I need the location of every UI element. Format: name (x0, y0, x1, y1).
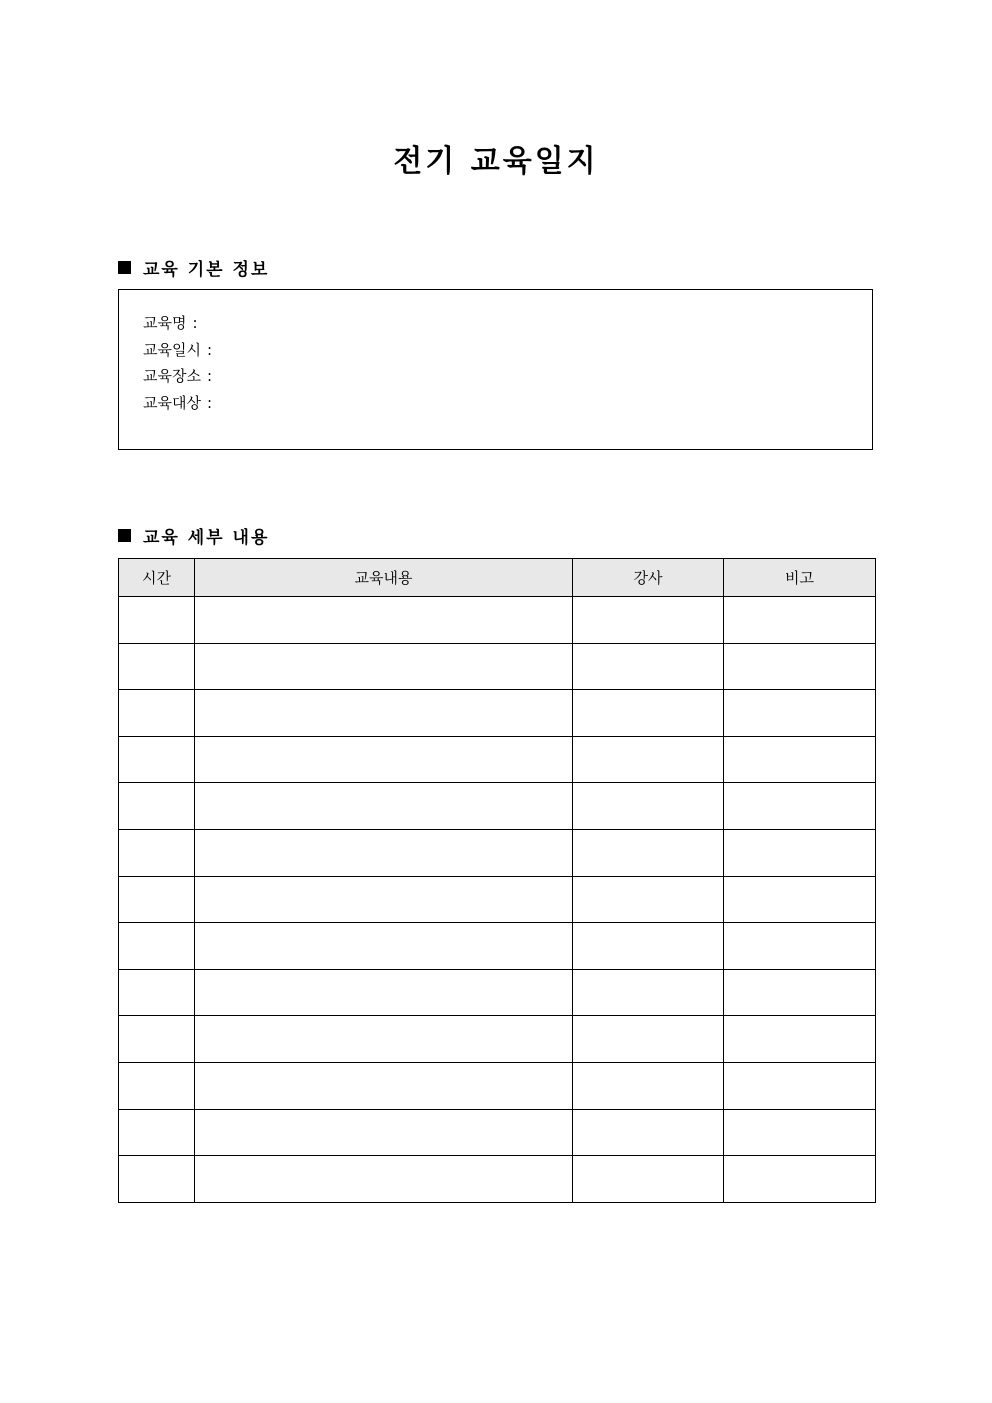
instructor-cell[interactable] (573, 1156, 724, 1203)
field-separator: : (206, 340, 213, 359)
column-header-remarks: 비고 (724, 559, 876, 597)
section-heading-label: 교육 세부 내용 (143, 528, 270, 548)
remarks-cell[interactable] (724, 736, 876, 783)
content-cell[interactable] (195, 597, 573, 644)
table-row (119, 783, 876, 830)
table-row (119, 690, 876, 737)
time-cell[interactable] (119, 923, 195, 970)
content-cell[interactable] (195, 969, 573, 1016)
field-separator: : (206, 367, 213, 385)
content-cell[interactable] (195, 1109, 573, 1156)
time-cell[interactable] (119, 1109, 195, 1156)
instructor-cell[interactable] (573, 829, 724, 876)
field-label: 교육명 (143, 314, 187, 332)
remarks-cell[interactable] (724, 876, 876, 923)
table-row (119, 923, 876, 970)
remarks-cell[interactable] (724, 1062, 876, 1109)
content-cell[interactable] (195, 783, 573, 830)
content-cell[interactable] (195, 1156, 573, 1203)
document-title: 전기 교육일지 (393, 144, 599, 179)
content-cell[interactable] (195, 1016, 573, 1063)
field-separator: : (206, 393, 213, 412)
time-cell[interactable] (119, 736, 195, 783)
content-cell[interactable] (195, 736, 573, 783)
table-row (119, 1016, 876, 1063)
instructor-cell[interactable] (573, 969, 724, 1016)
table-row (119, 876, 876, 923)
column-header-instructor: 강사 (573, 559, 724, 597)
remarks-cell[interactable] (724, 643, 876, 690)
info-field-datetime[interactable] (143, 337, 872, 364)
table-row (119, 1109, 876, 1156)
remarks-cell[interactable] (724, 1156, 876, 1203)
instructor-cell[interactable] (573, 923, 724, 970)
remarks-cell[interactable] (724, 783, 876, 830)
instructor-cell[interactable] (573, 876, 724, 923)
time-cell[interactable] (119, 783, 195, 830)
education-detail-table (118, 558, 876, 1203)
instructor-cell[interactable] (573, 783, 724, 830)
time-cell[interactable] (119, 829, 195, 876)
remarks-cell[interactable] (724, 969, 876, 1016)
time-cell[interactable] (119, 969, 195, 1016)
basic-info-box (118, 289, 873, 450)
content-cell[interactable] (195, 876, 573, 923)
remarks-cell[interactable] (724, 597, 876, 644)
square-bullet-icon (118, 261, 131, 274)
square-bullet-icon (118, 529, 131, 542)
time-cell[interactable] (119, 1016, 195, 1063)
instructor-cell[interactable] (573, 597, 724, 644)
column-header-content: 교육내용 (195, 559, 573, 597)
time-cell[interactable] (119, 876, 195, 923)
table-row (119, 1062, 876, 1109)
info-field-target[interactable] (143, 390, 872, 417)
time-cell[interactable] (119, 1062, 195, 1109)
section-heading-basic-info (118, 255, 269, 280)
remarks-cell[interactable] (724, 923, 876, 970)
section-heading-details (118, 523, 269, 548)
time-cell[interactable] (119, 597, 195, 644)
remarks-cell[interactable] (724, 690, 876, 737)
info-field-name[interactable] (143, 310, 872, 337)
content-cell[interactable] (195, 1062, 573, 1109)
instructor-cell[interactable] (573, 1109, 724, 1156)
content-cell[interactable] (195, 690, 573, 737)
table-row (119, 597, 876, 644)
remarks-cell[interactable] (724, 829, 876, 876)
instructor-cell[interactable] (573, 643, 724, 690)
table-row (119, 969, 876, 1016)
instructor-cell[interactable] (573, 690, 724, 737)
field-separator: : (192, 314, 198, 332)
field-label: 교육장소 (143, 367, 201, 385)
table-row (119, 1156, 876, 1203)
instructor-cell[interactable] (573, 1016, 724, 1063)
time-cell[interactable] (119, 643, 195, 690)
time-cell[interactable] (119, 690, 195, 737)
content-cell[interactable] (195, 923, 573, 970)
table-row (119, 736, 876, 783)
content-cell[interactable] (195, 643, 573, 690)
remarks-cell[interactable] (724, 1016, 876, 1063)
instructor-cell[interactable] (573, 736, 724, 783)
table-row (119, 829, 876, 876)
field-label: 교육일시 (143, 340, 201, 359)
table-header-row (119, 559, 876, 597)
table-row (119, 643, 876, 690)
column-header-time: 시간 (119, 559, 195, 597)
section-heading-label: 교육 기본 정보 (143, 260, 270, 280)
remarks-cell[interactable] (724, 1109, 876, 1156)
instructor-cell[interactable] (573, 1062, 724, 1109)
content-cell[interactable] (195, 829, 573, 876)
field-label: 교육대상 (143, 393, 201, 412)
time-cell[interactable] (119, 1156, 195, 1203)
info-field-location[interactable] (143, 363, 872, 390)
